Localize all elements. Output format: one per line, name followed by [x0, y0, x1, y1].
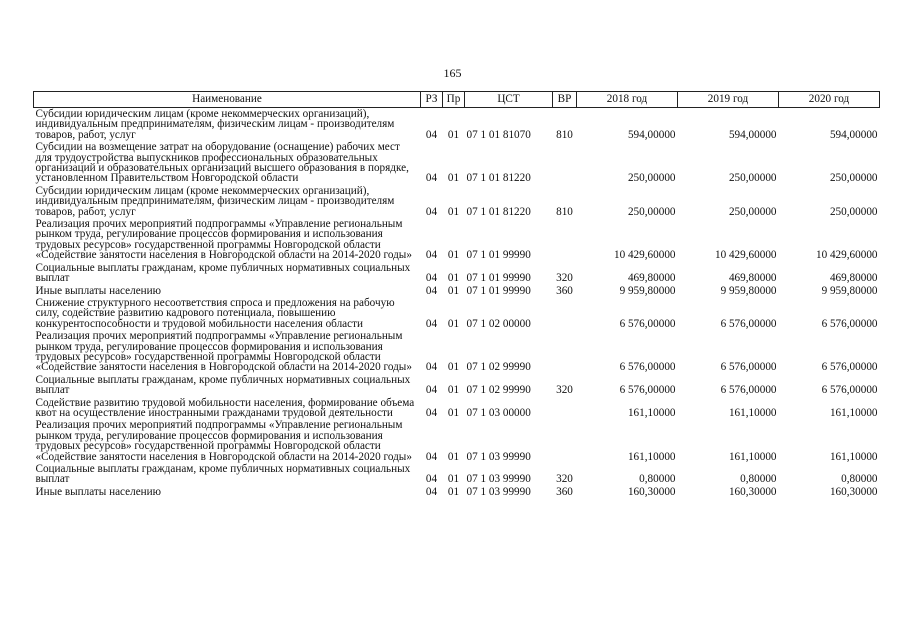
row-2018: 0,80000 — [639, 473, 676, 486]
row-rz: 04 — [425, 205, 438, 218]
row-2019: 0,80000 — [740, 473, 777, 486]
row-pr: 01 — [447, 361, 460, 374]
table-row — [34, 463, 880, 486]
row-2020: 6 576,00000 — [821, 317, 878, 330]
row-2019: 6 576,00000 — [720, 384, 777, 397]
row-rz: 04 — [425, 172, 438, 185]
header-2018: 2018 год — [577, 92, 678, 108]
row-2018: 250,00000 — [627, 205, 676, 218]
row-rz: 04 — [425, 473, 438, 486]
row-pr: 01 — [447, 317, 460, 330]
row-2019: 469,80000 — [728, 272, 777, 285]
table-row — [34, 419, 880, 463]
row-2019: 10 429,60000 — [714, 249, 777, 262]
row-2019: 594,00000 — [728, 128, 777, 141]
row-pr: 01 — [447, 284, 460, 297]
row-2018: 250,00000 — [627, 172, 676, 185]
row-rz: 04 — [425, 317, 438, 330]
row-2019: 160,30000 — [728, 485, 777, 498]
row-name: Иные выплаты населению — [35, 485, 161, 498]
header-2019: 2019 год — [678, 92, 779, 108]
row-name: Субсидии юридическим лицам (кроме некоммерческих организаций), индивидуальным предпринимателям, физическим лицам - производителям товаров, работ, услуг — [35, 184, 395, 218]
row-name: Снижение структурного несоответствия спроса и предложения на рабочую силу, содействие развитию кадрового потенциала, повышению конкурентоспособности и трудовой мобильности населения области — [35, 296, 395, 330]
row-rz: 04 — [425, 284, 438, 297]
row-vr: 810 — [556, 128, 573, 141]
row-vr: 320 — [556, 473, 573, 486]
row-vr — [553, 218, 577, 262]
row-2018: 160,30000 — [627, 485, 676, 498]
table-row — [34, 486, 880, 498]
row-rz: 04 — [425, 272, 438, 285]
row-2019: 6 576,00000 — [720, 317, 777, 330]
row-pr: 01 — [447, 384, 460, 397]
row-pr: 01 — [447, 485, 460, 498]
table-row — [34, 108, 880, 142]
header-pr: Пр — [443, 92, 465, 108]
row-2020: 250,00000 — [829, 172, 878, 185]
row-pr: 01 — [447, 205, 460, 218]
row-rz: 04 — [425, 406, 438, 419]
row-2020: 469,80000 — [829, 272, 878, 285]
row-cst: 07 1 01 99990 — [466, 249, 531, 262]
row-cst: 07 1 01 81220 — [466, 172, 531, 185]
header-rz: РЗ — [421, 92, 443, 108]
table-row — [34, 262, 880, 285]
table-row — [34, 141, 880, 185]
table-row — [34, 185, 880, 218]
table-row — [34, 397, 880, 420]
row-2018: 6 576,00000 — [619, 384, 676, 397]
row-rz: 04 — [425, 450, 438, 463]
row-pr: 01 — [447, 473, 460, 486]
row-vr: 320 — [556, 384, 573, 397]
table-header — [34, 92, 880, 108]
row-2020: 250,00000 — [829, 205, 878, 218]
row-name: Иные выплаты населению — [35, 284, 161, 297]
row-rz: 04 — [425, 361, 438, 374]
row-2019: 161,10000 — [728, 450, 777, 463]
page-number: 165 — [443, 66, 462, 80]
row-2019: 161,10000 — [728, 406, 777, 419]
row-rz: 04 — [425, 485, 438, 498]
row-2018: 469,80000 — [627, 272, 676, 285]
row-rz: 04 — [425, 128, 438, 141]
table-row — [34, 330, 880, 374]
table-row — [34, 218, 880, 262]
row-2019: 250,00000 — [728, 205, 777, 218]
row-cst: 07 1 03 99990 — [466, 485, 531, 498]
row-vr — [553, 397, 577, 420]
row-vr: 360 — [556, 485, 573, 498]
row-2018: 10 429,60000 — [613, 249, 676, 262]
row-2020: 594,00000 — [829, 128, 878, 141]
row-pr: 01 — [447, 450, 460, 463]
table-row — [34, 297, 880, 330]
row-2018: 6 576,00000 — [619, 361, 676, 374]
row-pr: 01 — [447, 128, 460, 141]
row-2020: 161,10000 — [829, 450, 878, 463]
row-2020: 161,10000 — [829, 406, 878, 419]
table-body — [34, 108, 880, 499]
row-2020: 6 576,00000 — [821, 361, 878, 374]
row-2020: 160,30000 — [829, 485, 878, 498]
row-2019: 6 576,00000 — [720, 361, 777, 374]
row-vr: 810 — [556, 205, 573, 218]
row-cst: 07 1 01 81070 — [466, 128, 531, 141]
row-cst: 07 1 02 99990 — [466, 384, 531, 397]
row-2019: 250,00000 — [728, 172, 777, 185]
row-cst: 07 1 03 00000 — [466, 406, 531, 419]
row-rz: 04 — [425, 249, 438, 262]
row-rz: 04 — [425, 384, 438, 397]
row-name: Реализация прочих мероприятий подпрограммы «Управление региональным рынком труда, регулирование процессов формирования и использования трудовых ресурсов» государственной программы Новгородской области «Содействие занятости населения в Новгородской области на 2014-2020 годы» — [35, 218, 412, 262]
row-vr — [553, 330, 577, 374]
table-row — [34, 374, 880, 397]
row-2020: 9 959,80000 — [821, 284, 878, 297]
row-name: Социальные выплаты гражданам, кроме публичных нормативных социальных выплат — [35, 373, 411, 397]
row-name: Содействие развитию трудовой мобильности населения, формирование объема квот на осуществление иностранными гражданами трудовой деятельности — [35, 396, 415, 419]
row-2018: 594,00000 — [627, 128, 676, 141]
row-vr: 320 — [556, 272, 573, 285]
row-name: Социальные выплаты гражданам, кроме публичных нормативных социальных выплат — [35, 463, 411, 486]
row-name: Субсидии юридическим лицам (кроме некоммерческих организаций), индивидуальным предпринимателям, физическим лицам - производителям товаров, работ, услуг — [35, 108, 395, 141]
row-cst: 07 1 01 99990 — [466, 272, 531, 285]
header-vr: ВР — [553, 92, 577, 108]
row-vr — [553, 419, 577, 463]
row-name: Социальные выплаты гражданам, кроме публичных нормативных социальных выплат — [35, 261, 411, 285]
budget-table — [33, 91, 880, 498]
header-name: Наименование — [34, 92, 421, 108]
header-row — [34, 92, 880, 108]
row-name: Реализация прочих мероприятий подпрограммы «Управление региональным рынком труда, регулирование процессов формирования и использования трудовых ресурсов» государственной программы Новгородской области «Содействие занятости населения в Новгородской области на 2014-2020 годы» — [35, 419, 412, 463]
row-cst: 07 1 03 99990 — [466, 450, 531, 463]
row-2020: 6 576,00000 — [821, 384, 878, 397]
row-pr: 01 — [447, 249, 460, 262]
row-2018: 9 959,80000 — [619, 284, 676, 297]
row-2018: 161,10000 — [627, 450, 676, 463]
row-cst: 07 1 02 00000 — [466, 317, 531, 330]
row-name: Реализация прочих мероприятий подпрограммы «Управление региональным рынком труда, регулирование процессов формирования и использования трудовых ресурсов» государственной программы Новгородской области «Содействие занятости населения в Новгородской области на 2014-2020 годы» — [35, 330, 412, 374]
row-2020: 10 429,60000 — [815, 249, 878, 262]
row-2019: 9 959,80000 — [720, 284, 777, 297]
row-2020: 0,80000 — [841, 473, 878, 486]
row-cst: 07 1 01 81220 — [466, 205, 531, 218]
row-pr: 01 — [447, 272, 460, 285]
row-cst: 07 1 02 99990 — [466, 361, 531, 374]
header-cst: ЦСТ — [465, 92, 553, 108]
row-cst: 07 1 01 99990 — [466, 284, 531, 297]
header-2020: 2020 год — [779, 92, 880, 108]
row-vr — [553, 297, 577, 330]
row-name: Субсидии на возмещение затрат на оборудование (оснащение) рабочих мест для трудоустройства выпускников профессиональных образовательных организаций и образовательных организаций высшего образования в порядке, установленном Правительством Новгородской области — [35, 141, 409, 185]
row-2018: 6 576,00000 — [619, 317, 676, 330]
row-vr — [553, 141, 577, 185]
row-2018: 161,10000 — [627, 406, 676, 419]
table-row — [34, 285, 880, 297]
row-pr: 01 — [447, 172, 460, 185]
row-vr: 360 — [556, 284, 573, 297]
row-cst: 07 1 03 99990 — [466, 473, 531, 486]
row-pr: 01 — [447, 406, 460, 419]
